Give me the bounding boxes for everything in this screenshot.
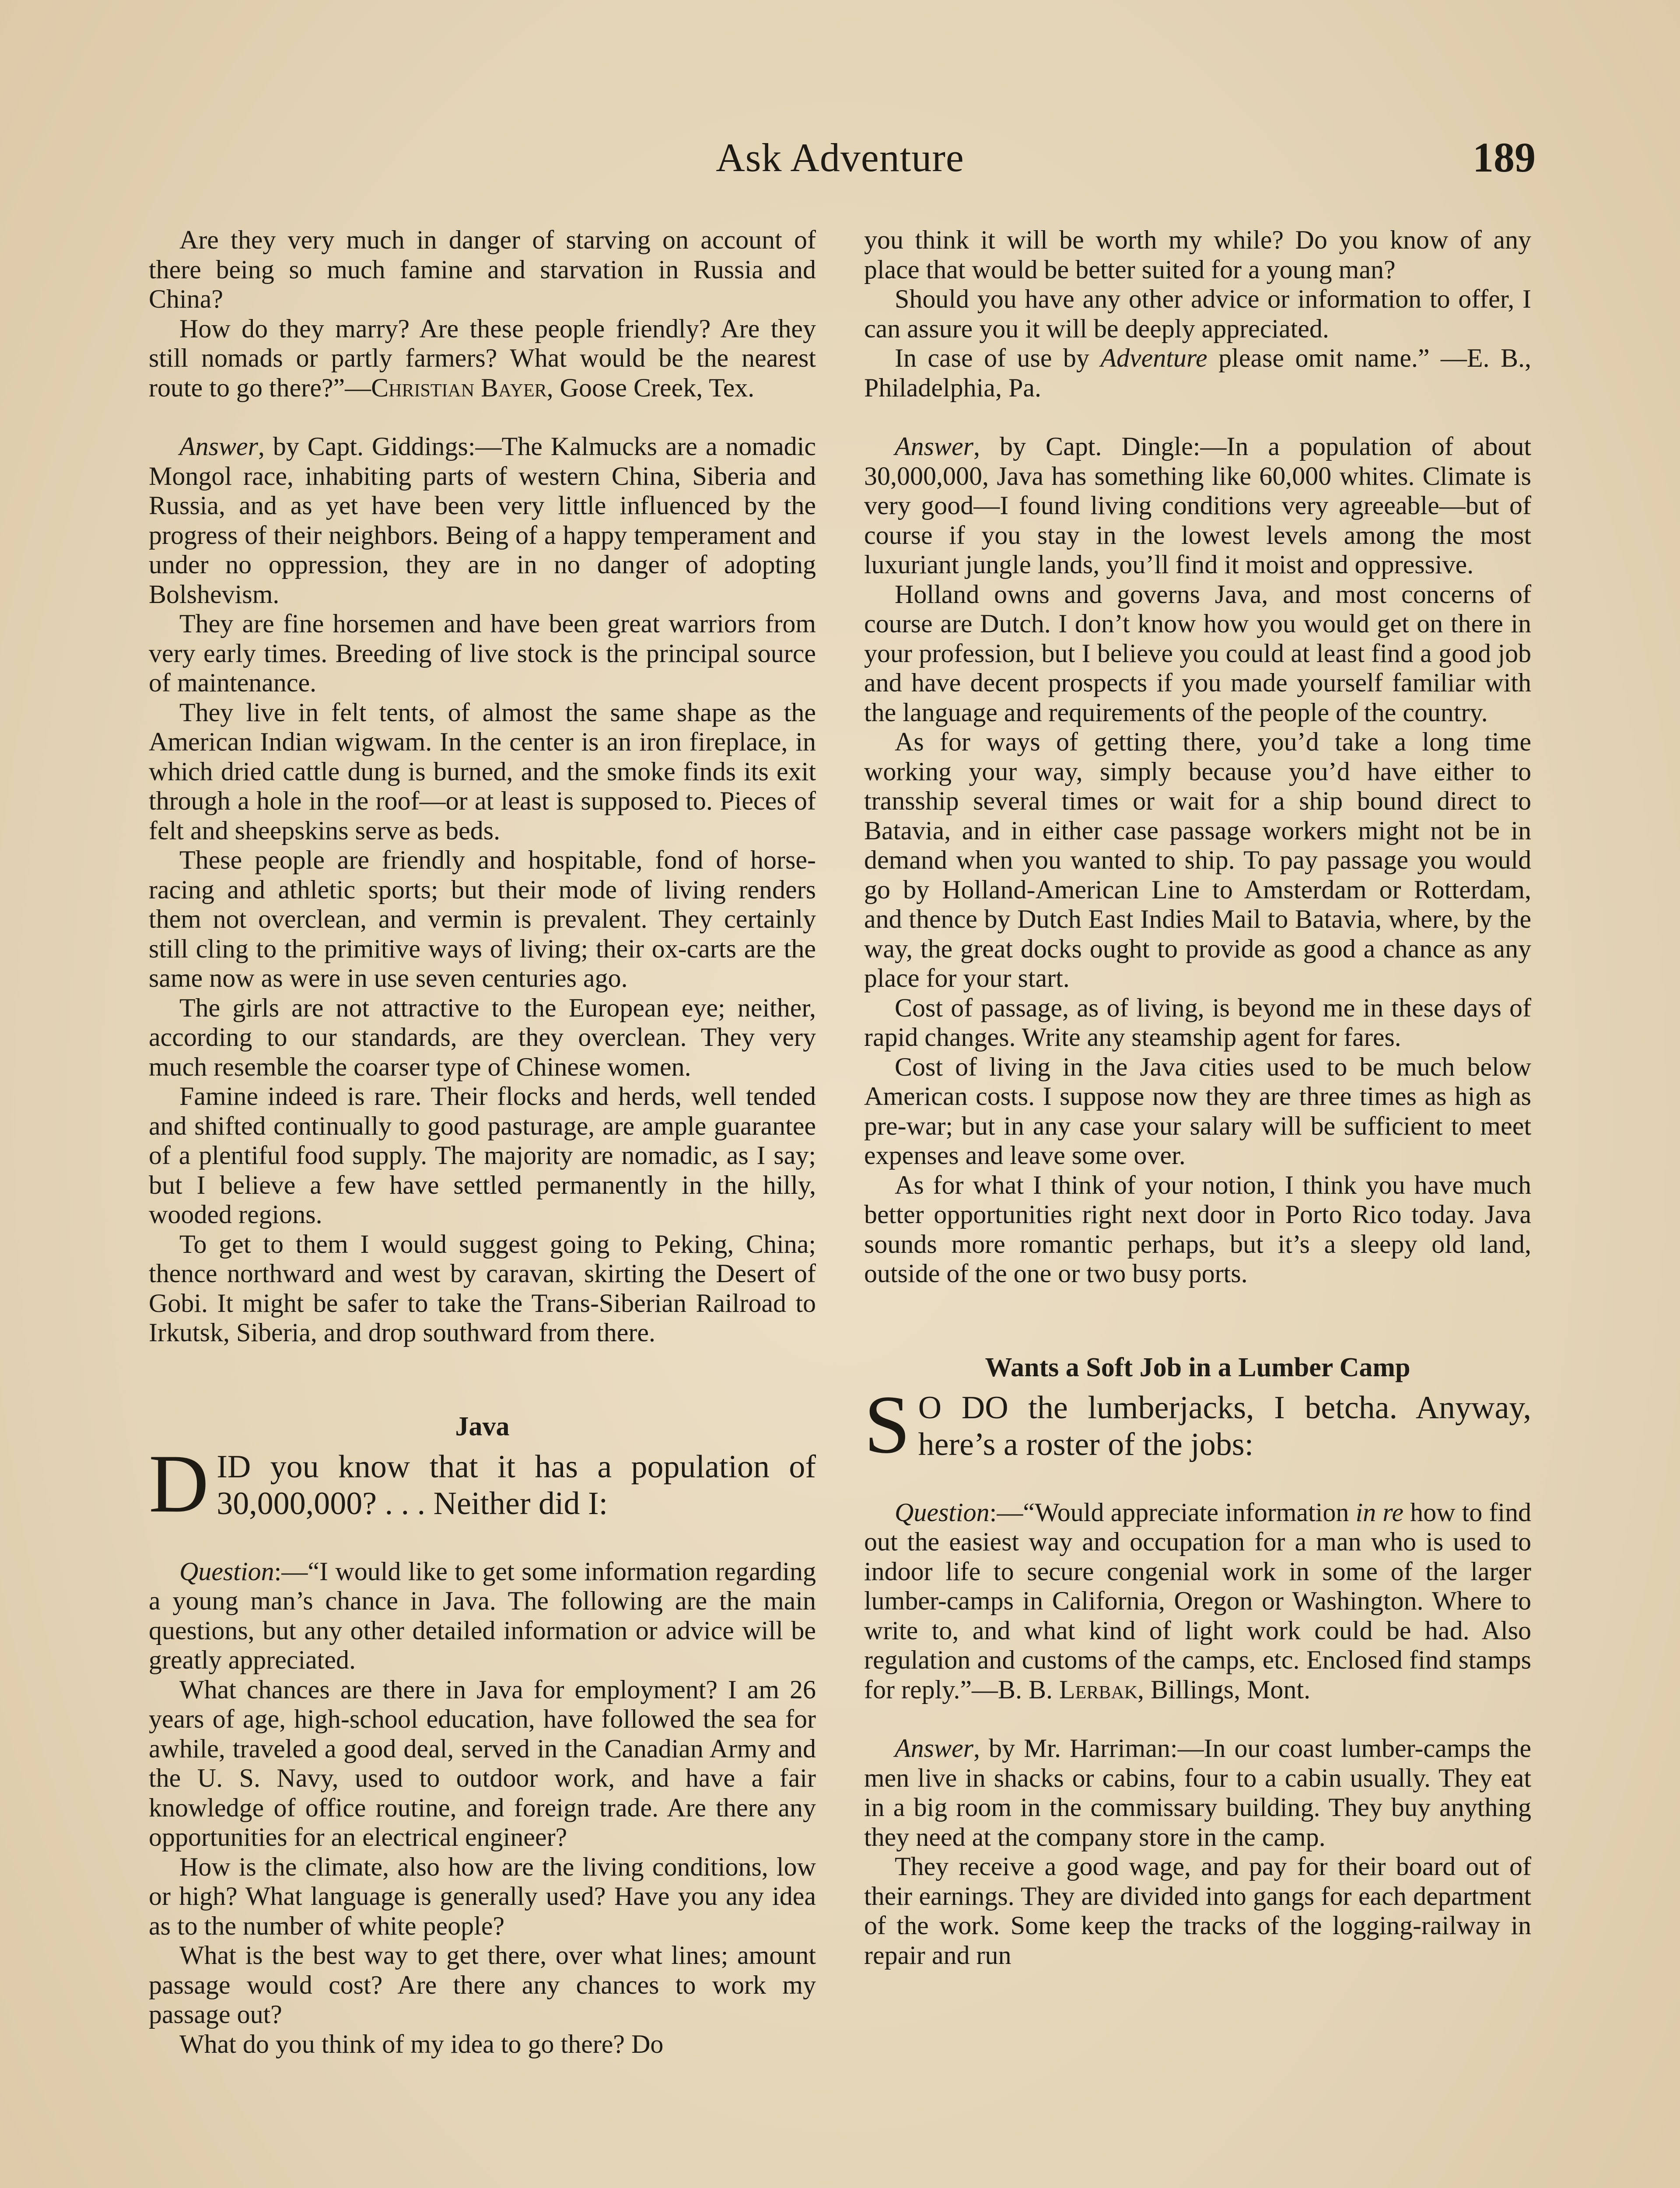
paragraph: How is the climate, also how are the living conditions, low or high? What language is generally used? Have you any idea as to the number of white people? (149, 1852, 816, 1940)
left-column (149, 225, 816, 2188)
paragraph: As for ways of getting there, you’d take a long time working your way, simply because you’d have either to transship several times or wait for a ship bound direct to Batavia, and in either case passage workers might not be in demand when you wanted to ship. To pay passage you would go by Holland-American Line to Amsterdam or Rotterdam, and thence by Dutch East Indies Mail to Batavia, where, by the way, the great docks ought to provide as good a chance as any place for your start. (864, 727, 1531, 992)
question-label: Question (179, 1557, 274, 1586)
running-title: Ask Adventure (716, 135, 964, 180)
paragraph-text: please omit name.” —E. B., Philadelphia, Pa. (864, 344, 1531, 402)
author-name: Christian Bayer (371, 373, 547, 402)
question-text: :—“Would appreciate information (989, 1497, 1356, 1527)
lede-text: ID you know that it has a population of 30,000,000? . . . Neither did I: (217, 1448, 816, 1522)
lumber-lede (864, 1378, 1531, 1471)
answer-paragraph (149, 432, 816, 609)
author-place: , Billings, Mont. (1138, 1675, 1311, 1704)
paragraph: you think it will be worth my while? Do you know of any place that would be better suited for a young man? (864, 225, 1531, 284)
author-name: B. B. Lerbak (998, 1675, 1138, 1704)
page-number: 189 (1473, 134, 1536, 181)
paragraph: To get to them I would suggest going to Peking, China; thence northward and west by caravan, skirting the Desert of Gobi. It might be safer to take the Trans-Siberian Railroad to Irkutsk, Siberia, and drop southward from there. (149, 1229, 816, 1347)
lede-text: O DO the lumberjacks, I betcha. Anyway, here’s a roster of the jobs: (918, 1389, 1531, 1462)
paragraph: As for what I think of your notion, I think you have much better opportunities right next door in Porto Rico today. Java sounds more romantic perhaps, but it’s a sleepy old land, outside of the one or two busy ports. (864, 1170, 1531, 1288)
paragraph (864, 344, 1531, 403)
magazine-name: Adventure (1100, 344, 1208, 372)
answer-text: , by Capt. Dingle:—In a population of about 30,000,000, Java has something like 60,000 whites. Climate is very good—I found living conditions very agreeable—but of course if you stay in the lowest levels among the most luxuriant jungle lands, you’ll find it moist and oppressive. (864, 432, 1531, 579)
right-column (864, 225, 1531, 2188)
question-label: Question (895, 1497, 990, 1527)
question-text: :—“I would like to get some information regarding a young man’s chance in Java. The following are the main questions, but any other detailed information or advice will be greatly appreciated. (149, 1557, 816, 1674)
java-lede (149, 1438, 816, 1530)
paragraph: Holland owns and governs Java, and most concerns of course are Dutch. I don’t know how you would get on there in your profession, but I believe you could at least find a good job and have decent prospects if you made yourself familiar with the language and requirements of the people of the country. (864, 579, 1531, 727)
answer-text: , by Mr. Harriman:—In our coast lumber-camps the men live in shacks or cabins, four to a cabin usually. They eat in a big room in the commissary building. They buy anything they need at the company store in the camp. (864, 1734, 1531, 1851)
paragraph: What do you think of my idea to go there? Do (179, 2029, 664, 2058)
paragraph: They are fine horsemen and have been great warriors from very early times. Breeding of live stock is the principal source of maintenance. (149, 609, 816, 697)
paragraph: The girls are not attractive to the European eye; neither, according to our standards, are they overclean. They very much resemble the coarser type of Chinese women. (149, 993, 816, 1081)
drop-cap: D (149, 1438, 209, 1530)
paragraph: What chances are there in Java for employment? I am 26 years of age, high-school education, have followed the sea for awhile, traveled a good deal, served in the Canadian Army and the U. S. Navy, used to outdoor work, and have a fair knowledge of office routine, and foreign trade. Are there any opportunities for an electrical engineer? (149, 1675, 816, 1851)
answer-label: Answer (179, 432, 258, 461)
paragraph: They receive a good wage, and pay for their board out of their earnings. They are divided into gangs for each department of the work. Some keep the tracks of the logging-railway in repair and run (864, 1852, 1531, 1970)
paragraph: Are they very much in danger of starving on account of there being so much famine and starvation in Russia and China? (149, 225, 816, 313)
paragraph-text: How do they marry? Are these people friendly? Are they still nomads or partly farmers? What would be the nearest route to go there?”— (149, 314, 816, 402)
answer-text: , by Capt. Giddings:—The Kalmucks are a nomadic Mongol race, inhabiting parts of western China, Siberia and Russia, and as yet have been very little influenced by the progress of their neighbors. Being of a happy temperament and under no oppression, they are in no danger of adopting Bolshevism. (149, 432, 816, 609)
question-paragraph (864, 1498, 1531, 1705)
in-re: in re (1355, 1497, 1404, 1527)
answer-label: Answer (895, 432, 973, 461)
paragraph: Should you have any other advice or information to offer, I can assure you it will be deeply appreciated. (864, 284, 1531, 343)
drop-cap: S (864, 1378, 910, 1471)
paragraph: What is the best way to get there, over what lines; amount passage would cost? Are there any chances to work my passage out? (149, 1941, 816, 2029)
paragraph: Famine indeed is rare. Their flocks and herds, well tended and shifted continually to good pasturage, are ample guarantee of a plentiful food supply. The majority are nomadic, as I say; but I believe a few have settled permanently in the hilly, wooded regions. (149, 1082, 816, 1229)
paragraph-text: In case of use by (895, 344, 1101, 372)
paragraph: Cost of passage, as of living, is beyond me in these days of rapid changes. Write any steamship agent for fares. (864, 993, 1531, 1052)
paragraph: These people are friendly and hospitable, fond of horse-racing and athletic sports; but their mode of living renders them not overclean, and vermin is prevalent. They certainly still cling to the primitive ways of living; their ox-carts are the same now as were in use seven centuries ago. (149, 845, 816, 992)
text-columns (149, 225, 1531, 2188)
answer-label: Answer (895, 1734, 973, 1763)
answer-paragraph (864, 1734, 1531, 1852)
question-text: how to find out the easiest way and occupation for a man who is used to indoor life to secure congenial work in some of the larger lumber-camps in California, Oregon or Washington. Where to write to, and what kind of light work could be had. Also regulation and customs of the camps, etc. Enclosed find stamps for reply.”— (864, 1497, 1531, 1704)
section-heading-lumber: Wants a Soft Job in a Lumber Camp (985, 1352, 1410, 1382)
answer-paragraph (864, 432, 1531, 580)
section-heading-java: Java (455, 1411, 510, 1441)
question-paragraph (149, 1557, 816, 1675)
paragraph: They live in felt tents, of almost the same shape as the American Indian wigwam. In the center is an iron fireplace, in which dried cattle dung is burned, and the smoke finds its exit through a hole in the roof—or at least is supposed to. Pieces of felt and sheepskins serve as beds. (149, 698, 816, 845)
paragraph: Cost of living in the Java cities used to be much below American costs. I suppose now they are three times as high as pre-war; but in any case your salary will be sufficient to meet expenses and leave some over. (864, 1052, 1531, 1170)
author-place: , Goose Creek, Tex. (546, 373, 755, 402)
paragraph (149, 314, 816, 403)
page-header (0, 131, 1680, 193)
